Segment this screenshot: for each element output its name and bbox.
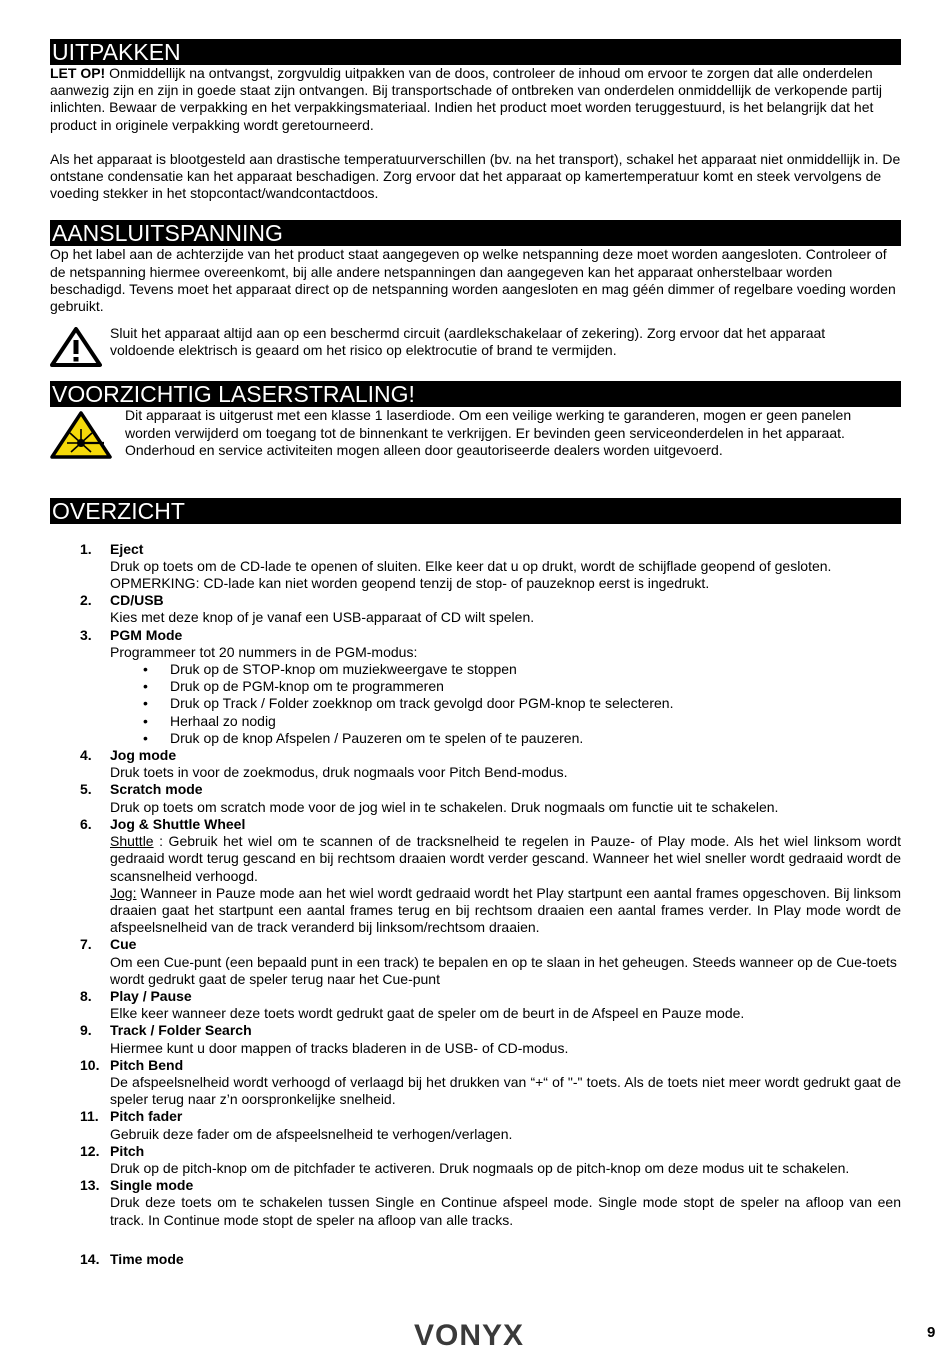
item-title: Eject bbox=[110, 540, 144, 557]
grounding-warning-text: Sluit het apparaat altijd aan op een beschermd circuit (aardlekschakelaar of zekering). Zorg ervoor dat het apparaat voldoende elektrisch is geaard om het risico op elektrocutie of brand te vermijden. bbox=[110, 325, 826, 359]
let-op-label: LET OP! bbox=[50, 65, 106, 81]
bullet-item: • Druk op Track / Folder zoekknop om track gevolgd door PGM-knop te selecteren. bbox=[143, 695, 674, 712]
list-item: 8. Play / Pause Elke keer wanneer deze toets wordt gedrukt gaat de speler om de beurt in de Afspeel en Pauze mode. bbox=[50, 988, 901, 1022]
list-item: 1. Eject Druk op toets om de CD-lade te openen of sluiten. Elke keer dat u op drukt, wordt de schijflade geopend of gesloten. OPMERKING: CD-lade kan niet worden geopend tenzij de stop- of pauzeknop eerst is ingedrukt. bbox=[50, 541, 901, 593]
section-header-laser: VOORZICHTIG LASERSTRALING! bbox=[50, 381, 901, 407]
item-title: Time mode bbox=[110, 1250, 184, 1267]
uitpakken-paragraph-1 bbox=[50, 65, 901, 134]
vonyx-logo bbox=[414, 1318, 566, 1352]
list-item: 14. Time mode bbox=[50, 1251, 901, 1268]
section-header-uitpakken: UITPAKKEN bbox=[50, 39, 901, 65]
aansluitspanning-paragraph: Op het label aan de achterzijde van het product staat aangegeven op welke netspanning deze moet worden aangesloten. Controleer of de netspanning hiermee overeenkomt, bij alle andere netspanningen dan aangegeven kan het apparaat onherstelbaar worden beschadigd. Tevens moet het apparaat direct op de netspanning worden aangesloten en mag géén dimmer of regelbare voeding worden gebruikt. bbox=[50, 246, 896, 315]
item-title: Pitch fader bbox=[110, 1108, 183, 1125]
bullet-item: • Herhaal zo nodig bbox=[143, 712, 276, 729]
list-item: 6. Jog & Shuttle Wheel Shuttle : Gebruik het wiel om te scannen of de tracksnelheid te regelen in Pauze- of Play mode. Als het wiel linksom wordt gedraaid wordt terug gescand en bij rechtsom draaien wordt verder gescand. Wanneer het wiel sneller wordt gedraaid wordt de scansnelheid verhoogd. Jog: Wanneer in Pauze mode aan het wiel wordt gedraaid wordt het Play startpunt een aantal frames opgeschoven. Bij linksom draaien gaat het startpunt een aantal frames terug en bij rechtsom draaien een aantal frames verder. In Play mode wordt de afspeelsnelheid van de track veranderd bij linksom/rechtsom draaien. bbox=[80, 815, 901, 936]
item-title: Single mode bbox=[110, 1177, 194, 1194]
section-header-aansluitspanning: AANSLUITSPANNING bbox=[50, 220, 901, 246]
page-number: 9 bbox=[927, 1324, 936, 1341]
section-header-overzicht: OVERZICHT bbox=[50, 498, 901, 524]
bullet-item: • Druk op de PGM-knop om te programmeren bbox=[143, 678, 444, 695]
warning-triangle-icon bbox=[50, 327, 102, 367]
list-item: 7. Cue Om een Cue-punt (een bepaald punt in een track) te bepalen en op te slaan in het geheugen. Steeds wanneer op de Cue-toets wordt gedrukt gaat de speler terug naar het Cue-punt bbox=[50, 936, 901, 988]
list-item: 10. Pitch Bend De afspeelsnelheid wordt verhoogd of verlaagd bij het drukken van “+“ of "-" toets. Als de toets niet meer wordt gedrukt gaat de speler terug naar z’n oorspronkelijke snelheid. bbox=[80, 1056, 901, 1108]
item-title: Track / Folder Search bbox=[110, 1022, 252, 1039]
list-item: 13. Single mode Druk deze toets om te schakelen tussen Single en Continue afspeel mode. Single mode stopt de speler na afloop van een track. In Continue mode stopt de speler na afloop van alle tracks. bbox=[80, 1177, 901, 1228]
item-title: Cue bbox=[110, 936, 137, 953]
list-item: 2. CD/USB Kies met deze knop of je vanaf een USB-apparaat of CD wilt spelen. bbox=[50, 592, 901, 626]
laser-radiation-icon bbox=[50, 411, 112, 459]
bullet-item: • Druk op de STOP-knop om muziekweergave te stoppen bbox=[143, 661, 517, 678]
list-item: 11. Pitch fader Gebruik deze fader om de afspeelsnelheid te verhogen/verlagen. bbox=[50, 1108, 901, 1142]
manual-page bbox=[50, 39, 901, 1268]
item-title: Jog mode bbox=[110, 747, 177, 764]
uitpakken-paragraph-2: Als het apparaat is blootgesteld aan drastische temperatuurverschillen (bv. na het transport), schakel het apparaat niet onmiddellijk in. De ontstane condensatie kan het apparaat beschadigen. Zorg ervoor dat het apparaat op kamertemperatuur komt en steek vervolgens de voeding stekker in het stopcontact/wandcontactdoos. bbox=[50, 150, 901, 202]
item-title: PGM Mode bbox=[110, 626, 183, 643]
jog-label: Jog: bbox=[110, 884, 137, 901]
list-item: 4. Jog mode Druk toets in voor de zoekmodus, druk nogmaals voor Pitch Bend-modus. bbox=[50, 747, 901, 781]
uitpakken-text-1: Onmiddellijk na ontvangst, zorgvuldig uitpakken van de doos, controleer de inhoud om ervoor te zorgen dat alle onderdelen aanwezig zijn en zijn in goede staat zijn ontvangen. Bij transportschade of ontbreken van onderdelen onmiddellijk de verkopende partij inlichten. Bewaar de verpakking en het verpakkingsmateriaal. Indien het product moet worden teruggestuurd, is het belangrijk dat het product in originele verpakking wordt geretourneerd. bbox=[50, 65, 882, 133]
laser-warning-text: Dit apparaat is uitgerust met een klasse 1 laserdiode. Om een veilige werking te garanderen, mogen er geen panelen worden verwijderd om toegang tot de binnenkant te verkrijgen. Er bevinden geen serviceonderdelen in het apparaat. Onderhoud en service activiteiten mogen alleen door geautoriseerde dealers worden uitgevoerd. bbox=[125, 407, 852, 458]
bullet-item: • Druk op de knop Afspelen / Pauzeren om te spelen of te pauzeren. bbox=[143, 729, 584, 746]
item-title: Jog & Shuttle Wheel bbox=[110, 815, 246, 832]
pgm-steps bbox=[110, 661, 901, 747]
laser-warning bbox=[50, 407, 901, 463]
item-title: Pitch Bend bbox=[110, 1056, 184, 1073]
shuttle-label: Shuttle bbox=[110, 833, 154, 850]
item-title: CD/USB bbox=[110, 592, 164, 609]
item-title: Scratch mode bbox=[110, 781, 203, 798]
list-item: 12. Pitch Druk op de pitch-knop om de pitchfader te activeren. Druk nogmaals op de pitch-knop om deze modus uit te schakelen. bbox=[50, 1143, 901, 1177]
overview-list bbox=[50, 541, 901, 1268]
list-item: 9. Track / Folder Search Hiermee kunt u door mappen of tracks bladeren in de USB- of CD-modus. bbox=[50, 1022, 901, 1056]
svg-text:VONYX: VONYX bbox=[414, 1319, 525, 1352]
list-item: 3. PGM Mode Programmeer tot 20 nummers in de PGM-modus: • Druk op de STOP-knop om muziekweergave te stoppen • Druk op de PGM-knop om te programmeren • Druk op Track / Folder zoekknop om track gevolgd door PGM-knop te selecteren. • Herhaal zo nodig • Druk op de knop Afspelen / Pauzeren om te spelen of te pauzeren. bbox=[50, 627, 901, 747]
item-title: Pitch bbox=[110, 1142, 145, 1159]
item-title: Play / Pause bbox=[110, 987, 192, 1004]
list-item: 5. Scratch mode Druk op toets om scratch mode voor de jog wiel in te schakelen. Druk nogmaals om functie uit te schakelen. bbox=[50, 781, 901, 815]
grounding-warning bbox=[50, 325, 901, 371]
